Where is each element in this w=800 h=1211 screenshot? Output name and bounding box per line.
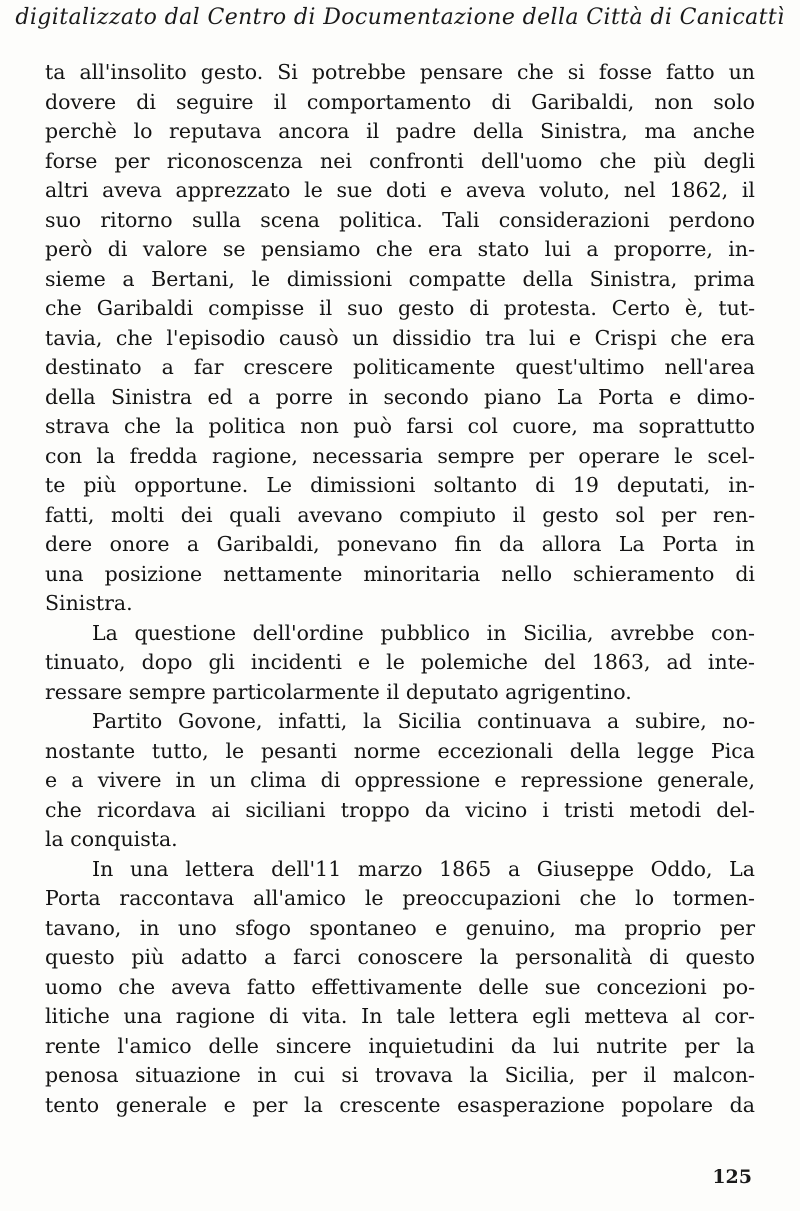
text-line: tento generale e per la crescente esasperazione popolare da <box>45 1092 755 1117</box>
text-line: penosa situazione in cui si trovava la Sicilia, per il malcon- <box>45 1063 755 1087</box>
text-line: forse per riconoscenza nei confronti dell'uomo che più degli <box>45 148 755 173</box>
text-line: e a vivere in un clima di oppressione e repressione generale, <box>45 768 755 792</box>
text-line: tavano, in uno sfogo spontaneo e genuino, ma proprio per <box>45 915 755 940</box>
text-line: perchè lo reputava ancora il padre della Sinistra, ma anche <box>45 119 755 143</box>
text-line: nostante tutto, le pesanti norme eccezionali della legge Pica <box>45 738 755 763</box>
text-line: Porta raccontava all'amico le preoccupazioni che lo tormen- <box>45 886 755 910</box>
text-line: che ricordava ai siciliani troppo da vicino i tristi metodi del- <box>45 797 755 822</box>
text-line: strava che la politica non può farsi col cuore, ma soprattutto <box>45 414 755 438</box>
text-line: Sinistra. <box>45 591 133 615</box>
text-line: litiche una ragione di vita. In tale lettera egli metteva al cor- <box>45 1004 755 1028</box>
text-line: con la fredda ragione, necessaria sempre per operare le scel- <box>45 443 755 468</box>
text-line: della Sinistra ed a porre in secondo piano La Porta e dimo- <box>45 384 755 409</box>
watermark-header: digitalizzato dal Centro di Documentazione della Città di Canicattì <box>15 5 785 30</box>
text-line: tinuato, dopo gli incidenti e le polemiche del 1863, ad inte- <box>45 650 755 674</box>
text-line: la conquista. <box>45 827 178 851</box>
text-line: tavia, che l'episodio causò un dissidio tra lui e Crispi che era <box>45 325 755 350</box>
text-line: sieme a Bertani, le dimissioni compatte della Sinistra, prima <box>45 266 755 291</box>
text-line: uomo che aveva fatto effettivamente delle sue concezioni po- <box>45 974 755 999</box>
text-line: dovere di seguire il comportamento di Garibaldi, non solo <box>45 89 755 114</box>
text-line: che Garibaldi compisse il suo gesto di protesta. Certo è, tut- <box>45 296 755 320</box>
text-line: destinato a far crescere politicamente quest'ultimo nell'area <box>45 355 755 379</box>
text-line: rente l'amico delle sincere inquietudini da lui nutrite per la <box>45 1033 755 1058</box>
body-text <box>45 58 755 1120</box>
text-line: però di valore se pensiamo che era stato lui a proporre, in- <box>45 237 755 261</box>
text-line: te più opportune. Le dimissioni soltanto di 19 deputati, in- <box>45 473 755 497</box>
page-number: 125 <box>712 1166 752 1188</box>
text-line: ta all'insolito gesto. Si potrebbe pensare che si fosse fatto un <box>45 60 755 84</box>
text-line: Partito Govone, infatti, la Sicilia continuava a subire, no- <box>92 709 755 733</box>
text-line: dere onore a Garibaldi, ponevano fin da allora La Porta in <box>45 532 755 556</box>
text-line: ressare sempre particolarmente il deputato agrigentino. <box>45 679 632 704</box>
text-line: questo più adatto a farci conoscere la personalità di questo <box>45 945 755 969</box>
text-line: una posizione nettamente minoritaria nello schieramento di <box>45 561 755 586</box>
text-line: fatti, molti dei quali avevano compiuto il gesto sol per ren- <box>45 502 755 527</box>
text-line: suo ritorno sulla scena politica. Tali considerazioni perdono <box>45 207 755 232</box>
text-line: In una lettera dell'11 marzo 1865 a Giuseppe Oddo, La <box>92 856 755 881</box>
text-line: La questione dell'ordine pubblico in Sicilia, avrebbe con- <box>92 620 755 645</box>
text-line: altri aveva apprezzato le sue doti e aveva voluto, nel 1862, il <box>45 178 755 202</box>
